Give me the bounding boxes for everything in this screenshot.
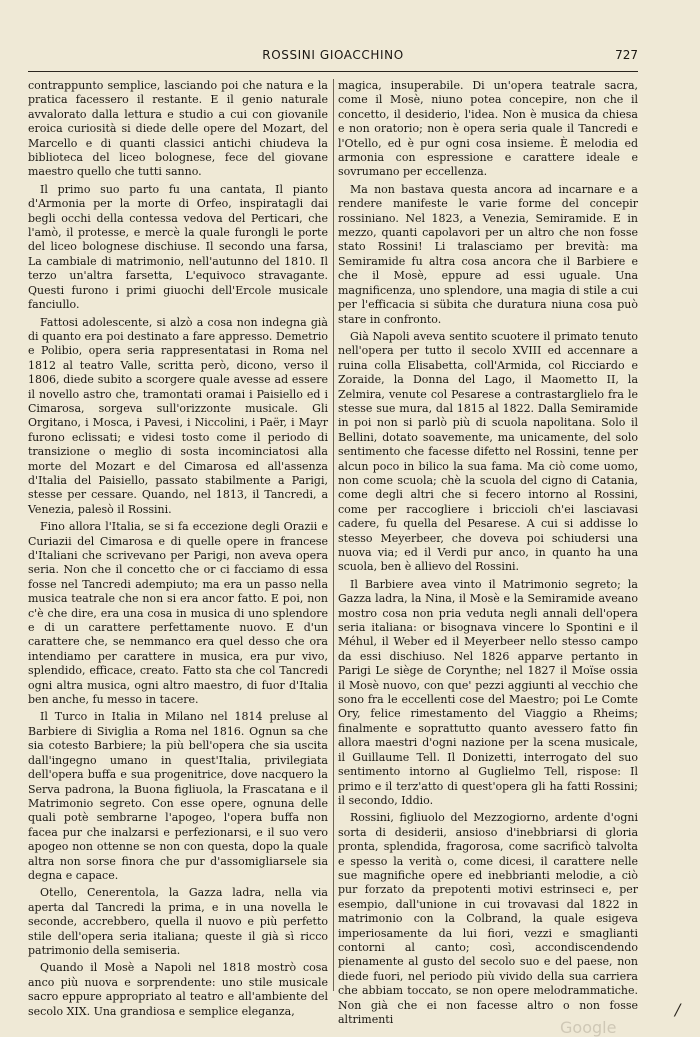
paragraph: Il primo suo parto fu una cantata, Il pianto d'Armonia per la morte di Orfeo, inspiratagli dai begli occhi della contessa vedova del Perticari, che l'amò, il protesse, e mercè la quale furongli le porte del liceo bolognese dischiuse. Il secondo una farsa, La cambiale di matrimonio, nell'autunno del 1810. Il terzo un'altra farsetta, L'equivoco stravagante. Questi furono i primi giuochi dell'Ercole musicale fanciullo. bbox=[28, 182, 328, 312]
right-column bbox=[338, 79, 638, 1026]
paragraph: Fattosi adolescente, si alzò a cosa non indegna già di quanto era poi destinato a fare appresso. Demetrio e Polibio, opera seria rappresentatasi in Roma nel 1812 al teatro Valle, scritta però, dicono, verso il 1806, diede subito a scorgere quale avesse ad essere il novello astro che, tramontati oramai i Paisiello ed i Cimarosa, sorgeva sull'orizzonte musicale. Gli Orgitano, i Mosca, i Pavesi, i Niccolini, i Paër, i Mayr furono eclissati; e videsi tosto come il periodo di transizione o meglio di sosta incominciatosi alla morte del Mozart e del Cimarosa ed all'assenza d'Italia del Paisiello, passato stabilmente a Parigi, stesse per cessare. Quando, nel 1813, il Tancredi, a Venezia, palesò il Rossini. bbox=[28, 315, 328, 516]
paragraph: magica, insuperabile. Di un'opera teatrale sacra, come il Mosè, niuno potea concepire, non che il concetto, il desiderio, l'idea. Non è musica da chiesa e non oratorio; non è opera seria quale il Tancredi e l'Otello, ed è pur ogni cosa insieme. È melodia ed armonia con espressione e carattere ideale e sovrumano per eccellenza. bbox=[338, 79, 638, 179]
paragraph: Quando il Mosè a Napoli nel 1818 mostrò cosa anco più nuova e sorprendente: uno stile musicale sacro eppure appropriato al teatro e all'ambiente del secolo XIX. Una grandiosa e semplice eleganza, bbox=[28, 961, 328, 1018]
watermark: Google bbox=[560, 1018, 617, 1037]
paragraph: Fino allora l'Italia, se si fa eccezione degli Orazii e Curiazii del Cimarosa e di quelle opere in francese d'Italiani che scrivevano per Parigi, non aveva opera seria. Non che il concetto che or ci facciamo di essa fosse nel Tancredi adempiuto; ma era un passo nella musica teatrale che non si era ancor fatto. E poi, non c'è che dire, era una cosa in musica di uno splendore e di un carattere perfettamente nuovo. E d'un carattere che, se nemmanco era quel desso che ora intendiamo per carattere in musica, era pur vivo, splendido, efficace, creato. Fatto sta che col Tancredi ogni altra musica, ogni altro maestro, di fuor d'Italia ben anche, fu messo in tacere. bbox=[28, 520, 328, 707]
paragraph: Ma non bastava questa ancora ad incarnare e a rendere manifeste le varie forme del concepir rossiniano. Nel 1823, a Venezia, Semiramide. E in mezzo, quanti capolavori per un altro che non fosse stato Rossini! Li tralasciamo per brevità: ma Semiramide fu altra cosa ancora che il Barbiere e che il Mosè, eppure ad essi uguale. Una magnificenza, uno splendore, una magia di stile a cui per l'efficacia si sübita che duratura niuna cosa può stare in confronto. bbox=[338, 182, 638, 326]
paragraph: Già Napoli aveva sentito scuotere il primato tenuto nell'opera per tutto il secolo XVIII ed accennare a ruina colla Elisabetta, coll'Armida, col Ricciardo e Zoraide, la Donna del Lago, il Maometto II, la Zelmira, venute col Pesarese a contrastarglielo fra le stesse sue mura, dal 1815 al 1822. Dalla Semiramide in poi non si parlò più di scuola napolitana. Solo il Bellini, dotato soavemente, ma unicamente, del solo sentimento che facesse difetto nel Rossini, tenne per alcun poco in bilico la sua fama. Ma ciò come uomo, non come scuola; chè la scuola del cigno di Catania, come degli altri che si fecero intorno al Rossini, come per raccogliere i briccioli ch'ei lasciavasi cadere, fu quella del Pesarese. A cui si addisse lo stesso Meyerbeer, che doveva poi schiudersi una nuova via; ed il Verdi pur anco, in quanto ha una scuola, ben è allievo del Rossini. bbox=[338, 329, 638, 574]
margin-mark: / bbox=[675, 1000, 681, 1019]
left-column bbox=[28, 79, 328, 1018]
header-rule bbox=[28, 71, 638, 72]
column-divider bbox=[333, 79, 334, 991]
page-header bbox=[28, 46, 638, 68]
paragraph: Otello, Cenerentola, la Gazza ladra, nella via aperta dal Tancredi la prima, e in una novella le seconde, accrebbero, quella il nuovo e più perfetto stile dell'opera seria italiana; queste il già sì ricco patrimonio della semiseria. bbox=[28, 886, 328, 957]
running-head: ROSSINI GIOACCHINO bbox=[262, 48, 404, 62]
paragraph: Rossini, figliuolo del Mezzogiorno, ardente d'ogni sorta di desiderii, ansioso d'inebbriarsi di gloria pronta, splendida, fragorosa, come sacrificò talvolta e spesso la verità o, come dicesi, il carattere nelle sue magnifiche opere ed inebbrianti melodie, a ciò pur forzato da prepotenti motivi estrinseci e, per esempio, dall'unione in cui trovavasi dal 1822 in matrimonio con la Colbrand, la quale esigeva imperiosamente da lui fiori, vezzi e smaglianti contorni al canto; così, accondiscendendo pienamente al gusto del secolo suo e del paese, non diede fuori, nel periodo più vivido della sua carriera che abbiam toccato, se non opere melodrammatiche. Non già che ei non facesse altro o non fosse altrimenti bbox=[338, 811, 638, 1026]
page-number: 727 bbox=[615, 48, 638, 62]
paragraph: contrappunto semplice, lasciando poi che natura e la pratica facessero il restante. E il genio naturale avvalorato dalla lettura e studio a cui con giovanile eroica curiosità si diede delle opere del Mozart, del Marcello e di quanti classici antichi chiudeva la biblioteca del liceo bolognese, fece del giovane maestro quello che tutti sanno. bbox=[28, 79, 328, 179]
paragraph: Il Turco in Italia in Milano nel 1814 preluse al Barbiere di Siviglia a Roma nel 1816. Ognun sa che sia cotesto Barbiere; la più bell'opera che sia uscita dall'ingegno umano in quest'Italia, privilegiata dell'opera buffa e sua progenitrice, dove nacquero la Serva padrona, la Buona figliuola, la Frascatana e il Matrimonio segreto. Con esse opere, ognuna delle quali potè sembrarne l'apogeo, l'opera buffa non facea pur che inalzarsi e perfezionarsi, e il suo vero apogeo non ottenne se non con questa, dopo la quale altra non sorse finora che pur d'assomigliarsele sia degna e capace. bbox=[28, 710, 328, 882]
paragraph: Il Barbiere avea vinto il Matrimonio segreto; la Gazza ladra, la Nina, il Mosè e la Semiramide aveano mostro cosa non pria veduta negli annali dell'opera seria italiana: or bisognava vincere lo Spontini e il Méhul, il Weber ed il Meyerbeer nello stesso campo da essi dischiuso. Nel 1826 apparve pertanto in Parigi Le siège de Corynthe; nel 1827 il Moïse ossia il Mosè nuovo, con que' pezzi aggiunti al vecchio che sono fra le eccellenti cose del Maestro; poi Le Comte Ory, felice rimestamento del Viaggio a Rheims; finalmente e soprattutto quanto avessero fatto fin allora maestri d'ogni nazione per la scena musicale, il Guillaume Tell. Il Donizetti, interrogato del suo sentimento intorno al Guglielmo Tell, rispose: Il primo e il terz'atto di quest'opera gli ha fatti Rossini; il secondo, Iddio. bbox=[338, 577, 638, 807]
